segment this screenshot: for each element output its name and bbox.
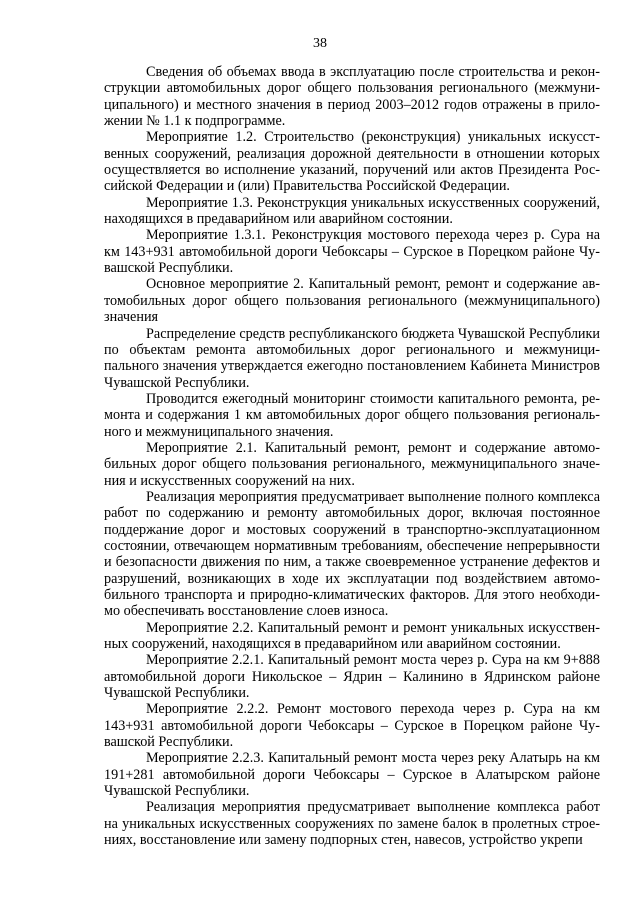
paragraph: Основное мероприятие 2. Капитальный ремонт, ремонт и содержание автомобильных дорог общего пользования регионального (межмуниципального) значения <box>104 276 600 326</box>
paragraph: Мероприятие 2.2.1. Капитальный ремонт моста через р. Сура на км 9+888 автомобильной дороги Никольское – Ядрин – Калинино в Ядринском районе Чувашской Республики. <box>104 652 600 702</box>
paragraph: Мероприятие 2.2.2. Ремонт мостового перехода через р. Сура на км 143+931 автомобильной дороги Чебоксары – Сурское в Порецком районе Чувашской Республики. <box>104 701 600 751</box>
paragraph: Мероприятие 1.2. Строительство (реконструкция) уникальных искусственных сооружений, реализация дорожной деятельности в отношении которых осуществляется во исполнение указаний, поручений или актов Президента Российской Федерации и (или) Правительства Российской Федерации. <box>104 129 600 195</box>
paragraph: Реализация мероприятия предусматривает выполнение комплекса работ на уникальных искусственных сооружениях по замене балок в пролетных строениях, восстановление или замену подпорных стен, навесов, устройство укрепи <box>104 799 600 849</box>
paragraph: Реализация мероприятия предусматривает выполнение полного комплекса работ по содержанию и ремонту автомобильных дорог, включая постоянное поддержание дорог и мостовых сооружений в транспортно-эксплуатационном состоянии, отвечающем нормативным требованиям, обеспечение непрерывности и безопасности движения по ним, а также своевременное устранение дефектов и разрушений, возникающих в ходе их эксплуатации под воздействием автомобильного транспорта и природно-климатических факторов. Для этого необходимо обеспечивать восстановление слоев износа. <box>104 488 600 620</box>
paragraph: Сведения об объемах ввода в эксплуатацию после строительства и реконструкции автомобильных дорог общего пользования регионального (межмуниципального) и местного значения в период 2003–2012 годов отражены в приложении № 1.1 к подпрограмме. <box>104 64 600 130</box>
page-number: 38 <box>313 36 327 51</box>
paragraph: Проводится ежегодный мониторинг стоимости капитального ремонта, ремонта и содержания 1 км автомобильных дорог общего пользования регионального и межмуниципального значения. <box>104 390 600 440</box>
paragraph: Мероприятие 2.1. Капитальный ремонт, ремонт и содержание автомобильных дорог общего пользования регионального, межмуниципального значения и искусственных сооружений на них. <box>104 439 600 489</box>
paragraph: Мероприятие 2.2.3. Капитальный ремонт моста через реку Алатырь на км 191+281 автомобильной дороги Чебоксары – Сурское в Алатырском районе Чувашской Республики. <box>104 750 600 800</box>
paragraph: Мероприятие 1.3.1. Реконструкция мостового перехода через р. Сура на км 143+931 автомобильной дороги Чебоксары – Сурское в Порецком районе Чувашской Республики. <box>104 227 600 277</box>
paragraph: Мероприятие 2.2. Капитальный ремонт и ремонт уникальных искусственных сооружений, находящихся в предаварийном или аварийном состоянии. <box>104 619 600 653</box>
paragraph: Распределение средств республиканского бюджета Чувашской Республики по объектам ремонта автомобильных дорог регионального и межмуниципального значения утверждается ежегодно постановлением Кабинета Министров Чувашской Республики. <box>104 325 600 391</box>
document-body <box>104 64 600 849</box>
paragraph: Мероприятие 1.3. Реконструкция уникальных искусственных сооружений, находящихся в предаварийном или аварийном состоянии. <box>104 194 600 228</box>
